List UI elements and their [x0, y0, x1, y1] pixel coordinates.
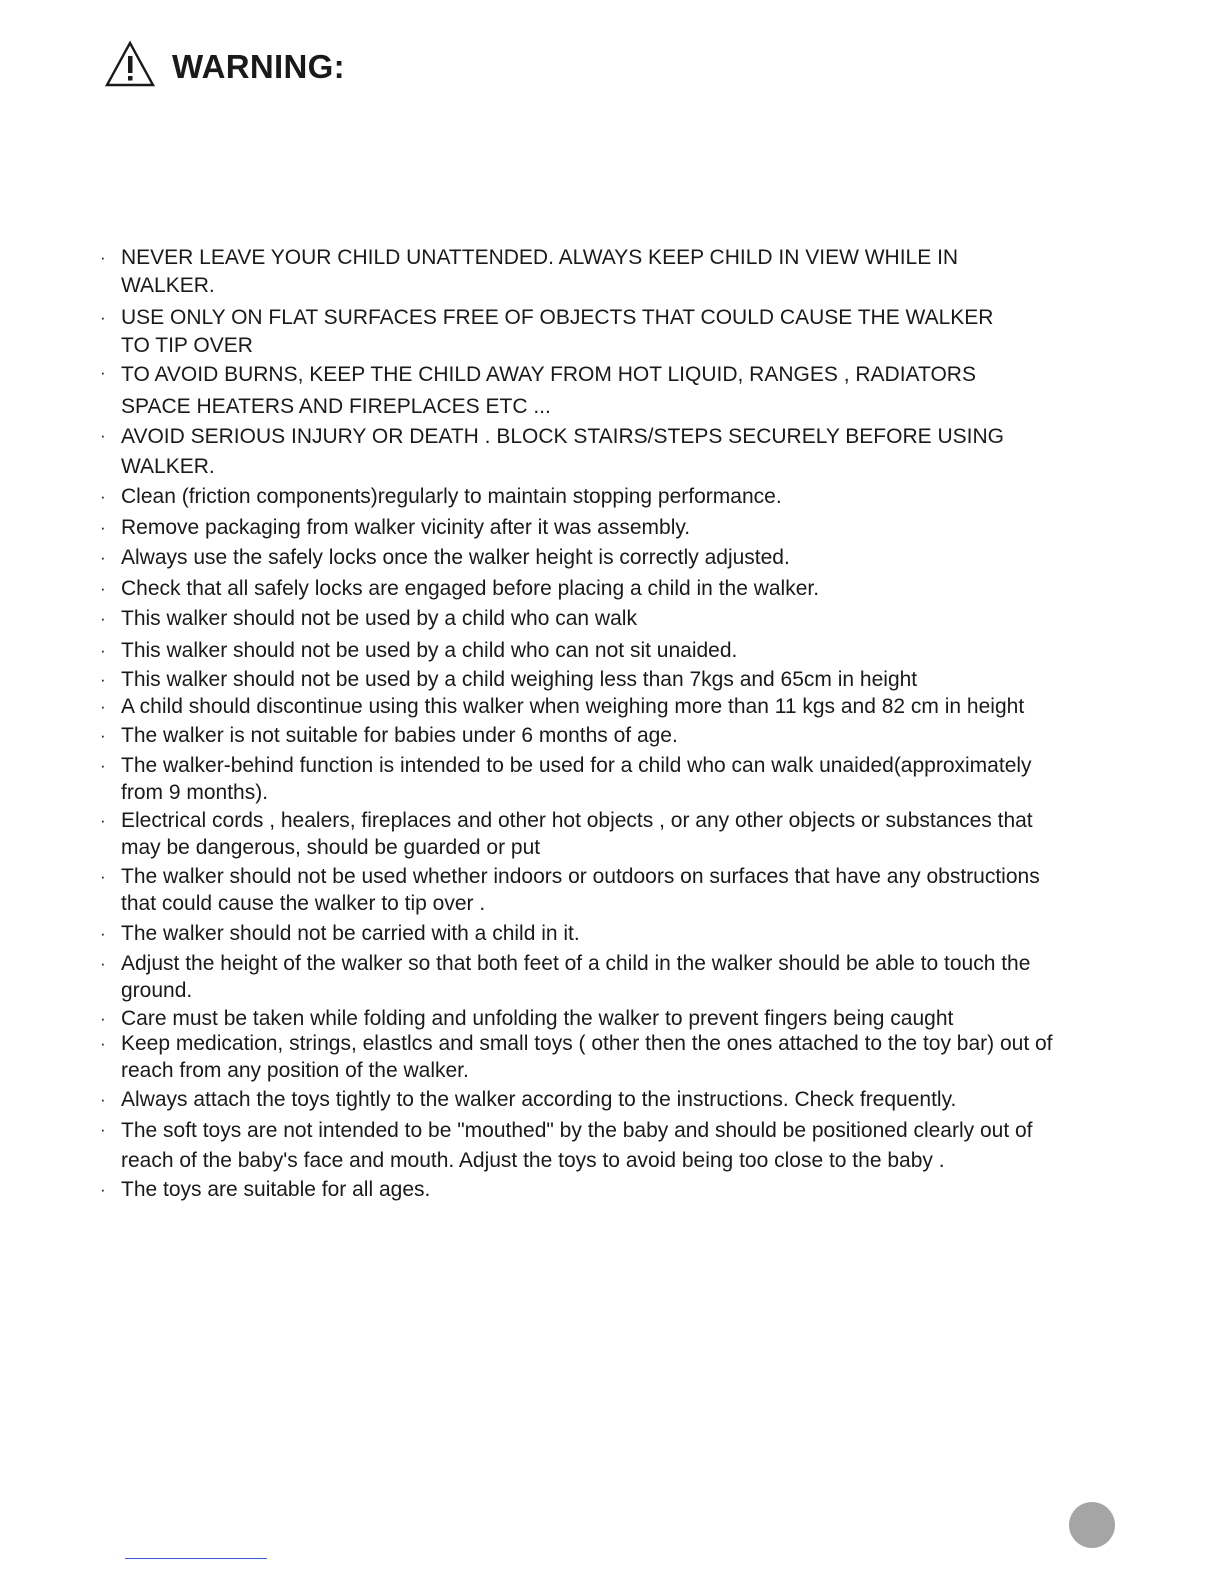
- bullet-dot: ·: [100, 726, 106, 745]
- warning-text: Remove packaging from walker vicinity after it was assembly.: [121, 516, 691, 539]
- bullet-dot: ·: [100, 248, 106, 267]
- bullet-dot: ·: [100, 670, 106, 689]
- list-item: [100, 666, 1120, 694]
- warning-text: This walker should not be used by a child who can not sit unaided.: [121, 639, 738, 662]
- bullet-dot: ·: [100, 697, 106, 716]
- warning-text: NEVER LEAVE YOUR CHILD UNATTENDED. ALWAYS KEEP CHILD IN VIEW WHILE IN WALKER.: [121, 246, 959, 297]
- bullet-dot: ·: [100, 641, 106, 660]
- list-item: [100, 722, 1120, 750]
- bullet-dot: ·: [100, 1120, 106, 1139]
- warning-text: Keep medication, strings, elastlcs and small toys ( other then the ones attached to the toy bar) out of reach from any position of the walker.: [121, 1032, 1053, 1082]
- list-item: [100, 752, 1120, 806]
- bullet-dot: ·: [100, 609, 106, 628]
- list-item: [100, 304, 1120, 360]
- warning-text: The toys are suitable for all ages.: [121, 1178, 431, 1201]
- warning-text: USE ONLY ON FLAT SURFACES FREE OF OBJECTS THAT COULD CAUSE THE WALKER TO TIP OVER: [121, 306, 994, 357]
- warning-text: Always attach the toys tightly to the walker according to the instructions. Check frequently.: [121, 1088, 957, 1111]
- list-item: [100, 1005, 1120, 1033]
- page-title: WARNING:: [172, 48, 345, 85]
- warning-text: The walker-behind function is intended to be used for a child who can walk unaided(approximately from 9 months).: [121, 754, 1032, 804]
- bullet-dot: ·: [100, 924, 106, 943]
- warning-text: Adjust the height of the walker so that both feet of a child in the walker should be able to touch the ground.: [121, 952, 1031, 1002]
- list-item: [100, 1176, 1120, 1204]
- footer-divider: [125, 1558, 267, 1559]
- bullet-dot: ·: [100, 867, 106, 886]
- warning-header: [104, 38, 345, 90]
- warning-text: The soft toys are not intended to be "mouthed" by the baby and should be positioned clearly out of reach of the baby's face and mouth. Adjust the toys to avoid being too close to the baby .: [121, 1119, 1033, 1172]
- bullet-dot: ·: [100, 579, 106, 598]
- list-item: [100, 422, 1120, 482]
- bullet-dot: ·: [100, 426, 106, 445]
- bullet-dot: ·: [100, 811, 106, 830]
- warning-text: Care must be taken while folding and unfolding the walker to prevent fingers being caught: [121, 1007, 954, 1030]
- bullet-dot: ·: [100, 756, 106, 775]
- bullet-dot: ·: [100, 1034, 106, 1053]
- bullet-dot: ·: [100, 954, 106, 973]
- warning-text: AVOID SERIOUS INJURY OR DEATH . BLOCK STAIRS/STEPS SECURELY BEFORE USING WALKER.: [121, 425, 1004, 478]
- list-item: [100, 1086, 1120, 1114]
- bullet-dot: ·: [100, 487, 106, 506]
- list-item: [100, 483, 1120, 511]
- list-item: [100, 807, 1120, 861]
- page-marker-circle: [1069, 1502, 1115, 1548]
- warning-text: The walker should not be used whether indoors or outdoors on surfaces that have any obstructions that could cause the walker to tip over .: [121, 865, 1040, 915]
- warning-text: Clean (friction components)regularly to maintain stopping performance.: [121, 485, 782, 508]
- warning-text: The walker is not suitable for babies under 6 months of age.: [121, 724, 678, 747]
- bullet-dot: ·: [100, 1090, 106, 1109]
- list-item: [100, 637, 1120, 665]
- warning-text: Always use the safely locks once the walker height is correctly adjusted.: [121, 546, 790, 569]
- bullet-dot: ·: [100, 1009, 106, 1028]
- warning-text: A child should discontinue using this walker when weighing more than 11 kgs and 82 cm in height: [121, 695, 1025, 718]
- warning-text: Electrical cords , healers, fireplaces and other hot objects , or any other objects or substances that may be dangerous, should be guarded or put: [121, 809, 1033, 859]
- list-item: [100, 950, 1120, 1004]
- list-item: [100, 1030, 1120, 1084]
- list-item: [100, 359, 1120, 423]
- bullet-dot: ·: [100, 1180, 106, 1199]
- bullet-dot: ·: [100, 308, 106, 327]
- list-item: [100, 920, 1120, 948]
- bullet-dot: ·: [100, 363, 106, 382]
- list-item: [100, 693, 1120, 721]
- list-item: [100, 575, 1120, 603]
- warning-triangle-icon: [104, 40, 156, 88]
- list-item: [100, 544, 1120, 572]
- bullet-dot: ·: [100, 518, 106, 537]
- warning-text: The walker should not be carried with a child in it.: [121, 922, 580, 945]
- bullet-dot: ·: [100, 548, 106, 567]
- list-item: [100, 244, 1120, 300]
- list-item: [100, 605, 1120, 633]
- list-item: [100, 514, 1120, 542]
- warning-text: Check that all safely locks are engaged before placing a child in the walker.: [121, 577, 820, 600]
- list-item: [100, 1116, 1120, 1176]
- list-item: [100, 863, 1120, 917]
- warning-text: This walker should not be used by a child weighing less than 7kgs and 65cm in height: [121, 668, 918, 691]
- warning-text: This walker should not be used by a child who can walk: [121, 607, 637, 630]
- warning-text: TO AVOID BURNS, KEEP THE CHILD AWAY FROM HOT LIQUID, RANGES , RADIATORS SPACE HEATERS AND FIREPLACES ETC ...: [121, 363, 976, 418]
